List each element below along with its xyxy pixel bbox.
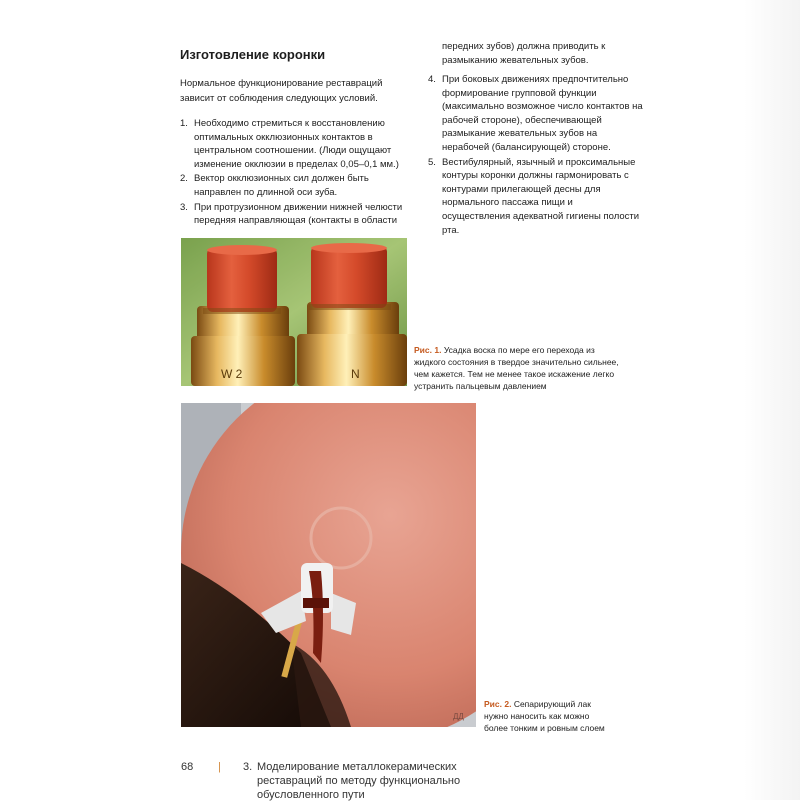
die-engraving: W 2 — [221, 367, 243, 381]
condition-number: 4. — [428, 74, 436, 85]
condition-text: При боковых движениях предпочтительно формирование групповой функции (максимально возможное число контактов на рабочей стороне), обеспечивающей размыкание жевательных зубов на нерабочей (балансирующей) стороне. — [442, 74, 643, 153]
separating-lacquer-image — [181, 403, 476, 727]
figure-2-caption-text: Сепарирующий лак нужно наносить как можно более тонким и ровным слоем — [484, 699, 605, 733]
figure-2-caption — [484, 698, 609, 734]
condition-item-4 — [428, 73, 643, 155]
condition-text: Вектор окклюзионных сил должен быть направлен по длинной оси зуба. — [194, 173, 369, 198]
page-edge-shadow — [640, 0, 800, 800]
figure-2-label: Рис. 2. — [484, 699, 512, 709]
figure-1-label: Рис. 1. — [414, 345, 442, 355]
conditions-list-left — [180, 117, 405, 229]
conditions-list-right — [428, 73, 643, 238]
condition-item-5 — [428, 156, 643, 238]
condition-text: Необходимо стремиться к восстановлению оптимальных окклюзионных контактов в центральном соотношении. (Люди ощущают изменение окклюзии в пределах 0,05–0,1 мм.) — [194, 118, 399, 170]
page-number: 68 — [181, 761, 194, 773]
condition-3-continuation: передних зубов) должна приводить к размыканию жевательных зубов. — [442, 41, 606, 66]
figure-1-caption — [414, 344, 624, 392]
section-heading: Изготовление коронки — [180, 47, 326, 62]
condition-item-1 — [180, 117, 405, 171]
figure-1-photo — [181, 238, 407, 386]
condition-number: 5. — [428, 156, 436, 168]
die-engraving: N — [351, 367, 360, 381]
condition-item-2 — [180, 172, 405, 199]
condition-text: При протрузионном движении нижней челюсти передняя направляющая (контакты в области — [194, 201, 403, 227]
condition-item-3 — [180, 201, 405, 228]
figure-2-photo — [181, 403, 476, 727]
photo-signature: ДД — [453, 712, 464, 721]
condition-text: Вестибулярный, язычный и проксимальные контуры коронки должны гармонировать с контурами прилегающей десны для нормального пассажа пищи и осуществления адекватной гигиены полости рта. — [442, 156, 640, 236]
figure-1-caption-text: Усадка воска по мере его перехода из жидкого состояния в твердое значительно сильнее, чем кажется. Тем не менее такое искажение легко устранить пальцевым давлением — [414, 345, 619, 391]
condition-number: 1. — [180, 118, 188, 129]
condition-number: 2. — [180, 173, 188, 185]
chapter-title: Моделирование металлокерамических реставраций по методу функционально обусловленного пути — [257, 761, 461, 801]
footer-separator: | — [218, 761, 221, 773]
wax-caps-on-dies-image — [181, 238, 407, 386]
intro-paragraph: Нормальное функционирование реставраций зависит от соблюдения следующих условий. — [180, 78, 383, 104]
chapter-number: 3. — [243, 761, 253, 773]
condition-number: 3. — [180, 201, 188, 213]
